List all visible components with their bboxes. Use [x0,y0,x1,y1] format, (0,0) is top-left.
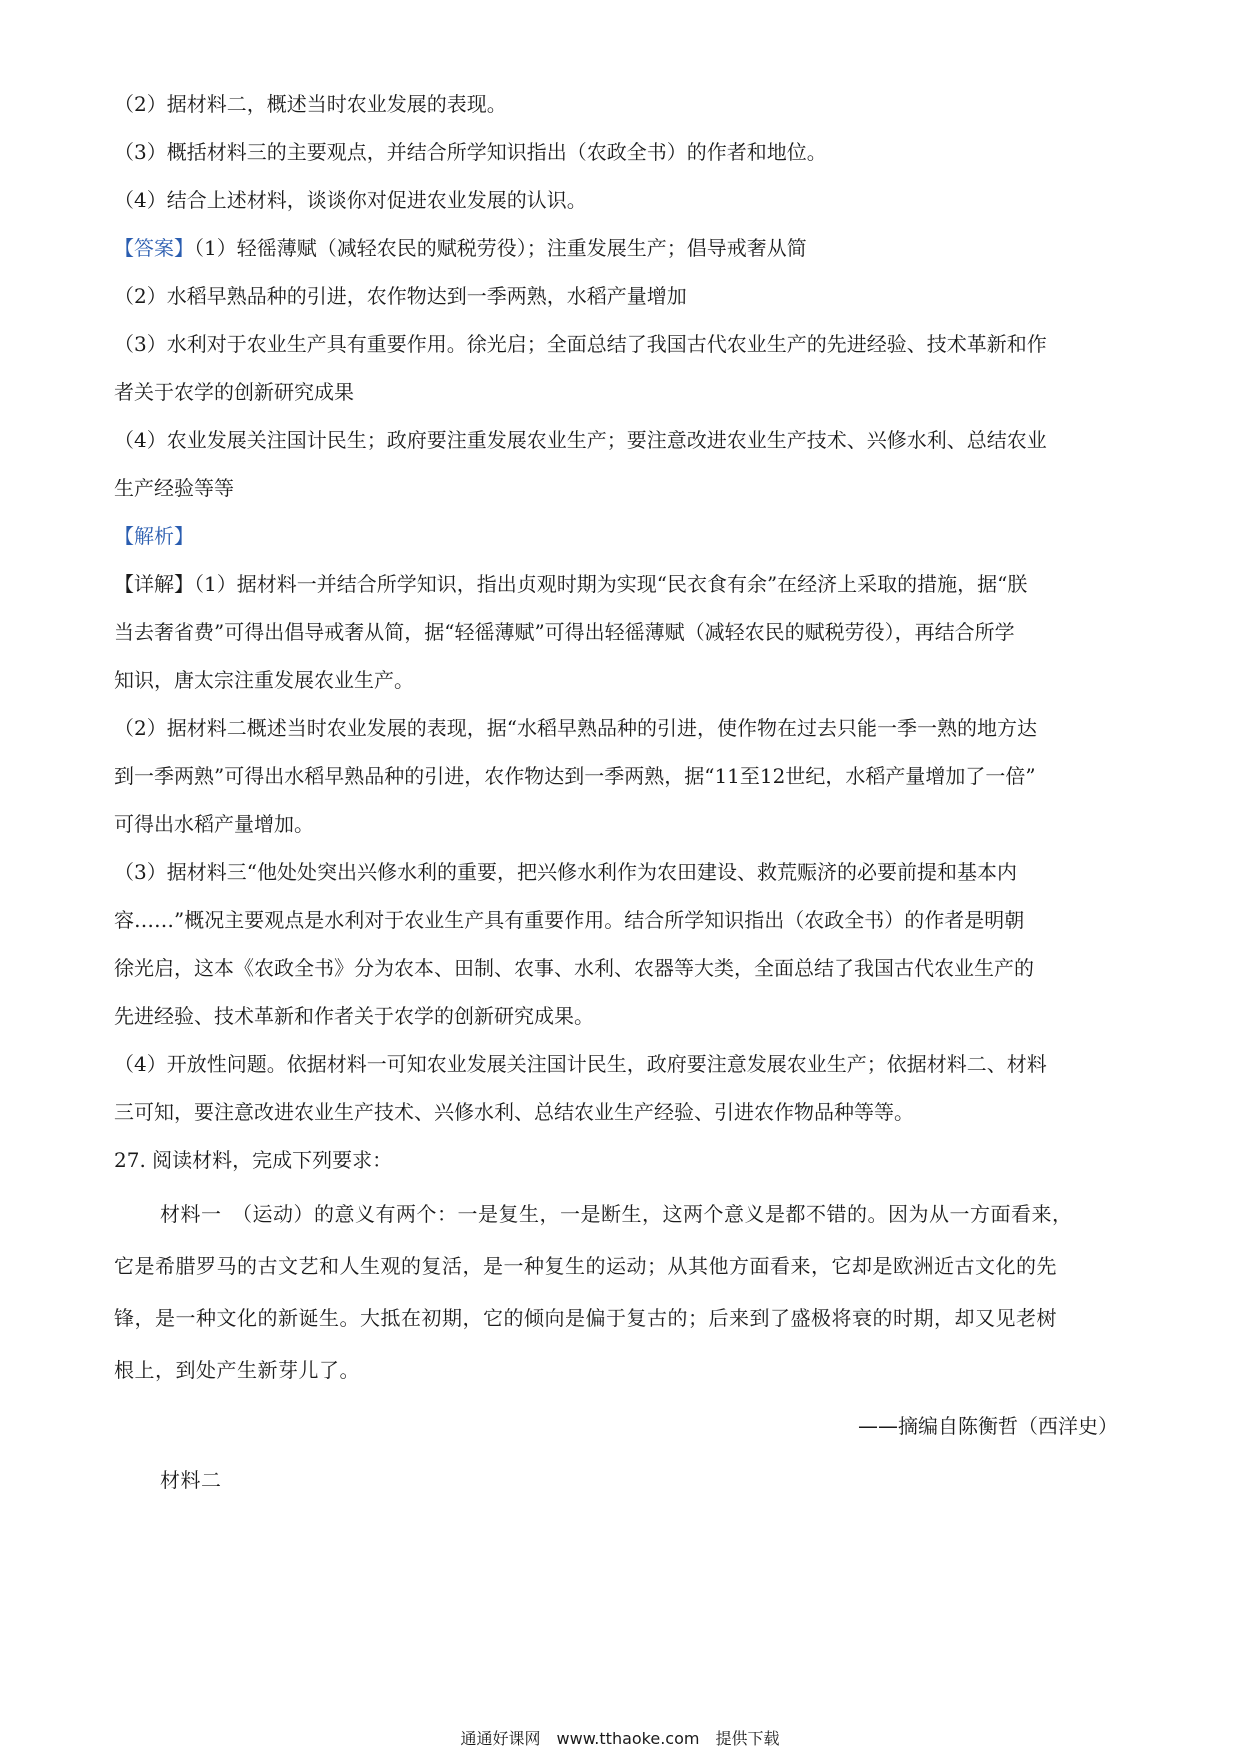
detail-2-line-2: 到一季两熟”可得出水稻早熟品种的引进，农作物达到一季两熟，据“11至12世纪，水稻产量增加了一倍” [114,764,1036,788]
answer-1: （1）轻徭薄赋（减轻农民的赋税劳役）；注重发展生产；倡导戒奢从简 [194,236,807,260]
detail-1-line-1 [114,570,1027,598]
answer-line-1 [114,234,807,262]
material-1-line-2: 它是希腊罗马的古文艺和人生观的复活，是一种复生的运动；从其他方面看来，它却是欧洲近古文化的先 [114,1254,1057,1278]
detail-4-line-1: （4）开放性问题。依据材料一可知农业发展关注国计民生，政府要注意发展农业生产；依据材料二、材料 [114,1052,1047,1076]
detail-2-line-3: 可得出水稻产量增加。 [114,812,314,836]
answer-2: （2）水稻早熟品种的引进，农作物达到一季两熟，水稻产量增加 [114,284,687,308]
material-1-line-3: 锋，是一种文化的新诞生。大抵在初期，它的倾向是偏于复古的；后来到了盛极将衰的时期，却又见老树 [114,1306,1057,1330]
detail-3-line-4: 先进经验、技术革新和作者关于农学的创新研究成果。 [114,1004,594,1028]
answer-4-line-1: （4）农业发展关注国计民生；政府要注重发展农业生产；要注意改进农业生产技术、兴修水利、总结农业 [114,428,1047,452]
answer-4-line-2: 生产经验等等 [114,476,234,500]
question-27-title: 27. 阅读材料，完成下列要求： [114,1148,393,1172]
detail-4-line-2: 三可知，要注意改进农业生产技术、兴修水利、总结农业生产经验、引进农作物品种等等。 [114,1100,914,1124]
material-1-line-4: 根上，到处产生新芽儿了。 [114,1358,360,1382]
answer-3-line-2: 者关于农学的创新研究成果 [114,380,354,404]
detail-1-line-2: 当去奢省费”可得出倡导戒奢从简，据“轻徭薄赋”可得出轻徭薄赋（减轻农民的赋税劳役），再结合所学 [114,620,1015,644]
material-1-line-1: 材料一 （运动）的意义有两个：一是复生，一是断生，这两个意义是都不错的。因为从一方面看来， [160,1202,1073,1226]
question-4: （4）结合上述材料，谈谈你对促进农业发展的认识。 [114,188,587,212]
answer-tag: 【答案】 [114,236,194,260]
footer-watermark: 通通好课网 www.tthaoke.com 提供下载 [460,1729,780,1748]
detail-tag: 【详解】 [114,572,194,596]
question-2: （2）据材料二，概述当时农业发展的表现。 [114,92,507,116]
detail-3-line-2: 容……”概况主要观点是水利对于农业生产具有重要作用。结合所学知识指出（农政全书）的作者是明朝 [114,908,1025,932]
material-1-source: ——摘编自陈衡哲（西洋史） [858,1414,1118,1438]
question-3: （3）概括材料三的主要观点，并结合所学知识指出（农政全书）的作者和地位。 [114,140,827,164]
detail-3-line-1: （3）据材料三“他处处突出兴修水利的重要，把兴修水利作为农田建设、救荒赈济的必要前提和基本内 [114,860,1017,884]
material-2-label: 材料二 [160,1468,222,1492]
detail-2-line-1: （2）据材料二概述当时农业发展的表现，据“水稻早熟品种的引进，使作物在过去只能一季一熟的地方达 [114,716,1037,740]
detail-1-line-3: 知识，唐太宗注重发展农业生产。 [114,668,414,692]
detail-1-text: （1）据材料一并结合所学知识，指出贞观时期为实现“民衣食有余”在经济上采取的措施，据“朕 [194,572,1028,596]
answer-3-line-1: （3）水利对于农业生产具有重要作用。徐光启；全面总结了我国古代农业生产的先进经验、技术革新和作 [114,332,1047,356]
detail-3-line-3: 徐光启，这本《农政全书》分为农本、田制、农事、水利、农器等大类，全面总结了我国古代农业生产的 [114,956,1034,980]
analysis-tag: 【解析】 [114,524,194,548]
